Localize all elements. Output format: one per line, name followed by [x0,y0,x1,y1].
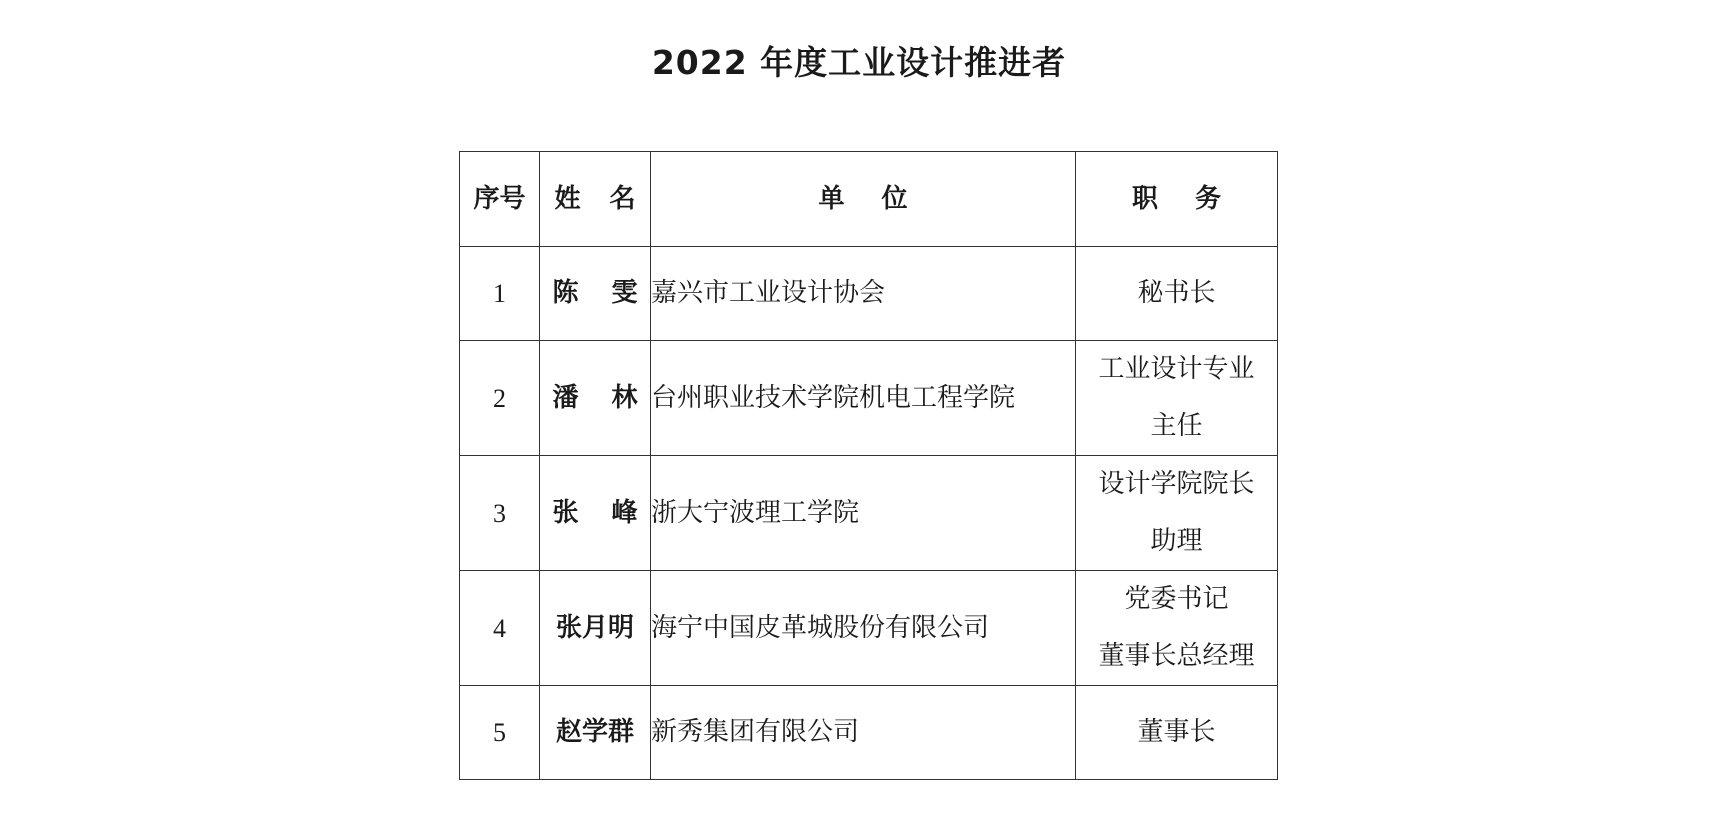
row-name-text: 张 峰 [552,497,650,528]
row-position [1076,456,1278,571]
row-name [540,341,651,456]
row-position [1076,686,1278,780]
row-position-line: 党委书记 [1124,584,1229,614]
row-position-line: 董事长 [1137,717,1216,747]
header-position-label: 职 务 [1131,183,1236,214]
row-position-line: 秘书长 [1137,278,1216,308]
row-name: 赵学群 [540,686,651,780]
row-name-text: 陈 雯 [552,278,650,308]
header-unit-label: 单 位 [818,183,922,214]
table-row [460,456,1278,571]
row-position [1076,341,1278,456]
table-row [460,247,1278,341]
row-name-text: 潘 林 [552,382,650,413]
row-index: 2 [460,341,540,456]
row-index: 3 [460,456,540,571]
row-position [1076,247,1278,341]
header-index: 序号 [460,152,540,247]
row-index: 5 [460,686,540,780]
header-name-label: 姓 名 [554,183,646,214]
row-position-line: 工业设计专业 [1098,354,1255,384]
row-position-line: 助理 [1150,526,1203,556]
table-header-row [460,152,1278,247]
row-position-line: 设计学院院长 [1098,469,1255,499]
row-unit: 浙大宁波理工学院 [651,456,1076,571]
row-name [540,456,651,571]
row-name [540,247,651,341]
page-title: 2022 年度工业设计推进者 [651,43,1067,82]
table-row [460,341,1278,456]
row-index: 1 [460,247,540,341]
row-name: 张月明 [540,571,651,686]
header-name [540,152,651,247]
row-unit: 嘉兴市工业设计协会 [651,247,1076,341]
header-unit [651,152,1076,247]
header-position [1076,152,1278,247]
row-position [1076,571,1278,686]
row-position-line: 主任 [1150,411,1203,441]
row-unit: 新秀集团有限公司 [651,686,1076,780]
table-row [460,686,1278,780]
row-position-line: 董事长总经理 [1098,641,1255,671]
roster-table [459,151,1278,780]
table-row [460,571,1278,686]
row-unit: 海宁中国皮革城股份有限公司 [651,571,1076,686]
row-index: 4 [460,571,540,686]
row-unit: 台州职业技术学院机电工程学院 [651,341,1076,456]
